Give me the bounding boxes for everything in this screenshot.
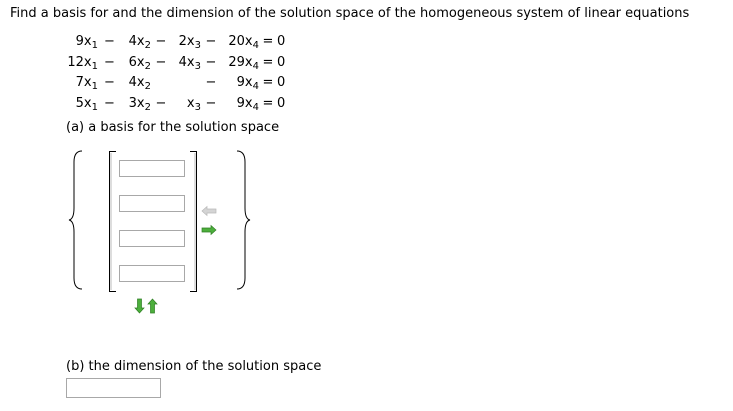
term-coefficient: 12x bbox=[67, 54, 92, 70]
operator-2 bbox=[151, 94, 171, 115]
term-coefficient: 3x bbox=[128, 95, 145, 111]
add-column-button[interactable] bbox=[201, 224, 217, 236]
part-a-label: (a) a basis for the solution space bbox=[66, 120, 280, 135]
rhs-value-text: 0 bbox=[277, 95, 286, 111]
term-coefficient: 9x bbox=[75, 34, 92, 50]
term-coefficient: 2x bbox=[178, 34, 195, 50]
x3-term bbox=[171, 94, 201, 115]
operator-2-text: − bbox=[155, 54, 167, 70]
operator-1 bbox=[98, 73, 121, 94]
term-subscript: 3 bbox=[194, 60, 201, 72]
equation-row bbox=[60, 53, 289, 74]
green-right-arrow-icon bbox=[201, 224, 217, 236]
rhs-value bbox=[277, 53, 289, 74]
term-coefficient: 7x bbox=[75, 75, 92, 91]
operator-3-text: − bbox=[205, 54, 217, 70]
x2-term bbox=[121, 94, 151, 115]
term-coefficient: 4x bbox=[128, 75, 145, 91]
x1-term bbox=[60, 32, 98, 53]
term-coefficient: 20x bbox=[228, 34, 253, 50]
x3-term bbox=[171, 53, 201, 74]
rhs-value-text: 0 bbox=[277, 34, 286, 50]
x2-term bbox=[121, 32, 151, 53]
x3-term bbox=[171, 32, 201, 53]
term-subscript: 4 bbox=[252, 40, 259, 52]
x1-term bbox=[60, 53, 98, 74]
operator-1-text: − bbox=[104, 75, 115, 91]
basis-vector-entry-4[interactable] bbox=[119, 265, 185, 282]
term-subscript: 1 bbox=[91, 60, 98, 72]
term-subscript: 1 bbox=[91, 40, 98, 52]
operator-1 bbox=[98, 53, 121, 74]
term-subscript: 2 bbox=[144, 40, 151, 52]
add-row-button[interactable] bbox=[147, 298, 158, 314]
equals-sign-text: = bbox=[262, 54, 274, 70]
part-b-label: (b) the dimension of the solution space bbox=[66, 359, 322, 374]
equals-sign bbox=[259, 73, 277, 94]
basis-vector-entry-1[interactable] bbox=[119, 160, 185, 177]
term-subscript: 3 bbox=[194, 40, 201, 52]
set-left-brace bbox=[68, 150, 84, 290]
equals-sign-text: = bbox=[262, 34, 274, 50]
term-coefficient: 4x bbox=[128, 34, 145, 50]
term-coefficient: 29x bbox=[228, 54, 253, 70]
green-down-arrow-icon bbox=[134, 298, 145, 314]
operator-3-text: − bbox=[205, 34, 217, 50]
linear-system bbox=[60, 32, 289, 114]
term-coefficient: 6x bbox=[128, 54, 145, 70]
operator-2-text: − bbox=[155, 34, 167, 50]
question-text: Find a basis for and the dimension of the solution space of the homogeneous system of linear equations bbox=[10, 6, 690, 21]
equals-sign bbox=[259, 32, 277, 53]
remove-column-button[interactable] bbox=[201, 205, 217, 217]
operator-3-text: − bbox=[205, 95, 217, 111]
term-coefficient: 4x bbox=[178, 54, 195, 70]
equals-sign bbox=[259, 53, 277, 74]
operator-2 bbox=[151, 73, 171, 94]
term-coefficient: x bbox=[186, 95, 195, 111]
x4-term bbox=[221, 32, 259, 53]
equation-row bbox=[60, 32, 289, 53]
operator-1 bbox=[98, 94, 121, 115]
operator-3 bbox=[201, 73, 221, 94]
basis-vector-entry-3[interactable] bbox=[119, 230, 185, 247]
x2-term bbox=[121, 73, 151, 94]
operator-1-text: − bbox=[104, 95, 115, 111]
equation-row bbox=[60, 94, 289, 115]
term-subscript: 1 bbox=[91, 81, 98, 93]
x4-term bbox=[221, 53, 259, 74]
term-coefficient: 9x bbox=[236, 75, 253, 91]
term-subscript: 3 bbox=[194, 101, 201, 113]
operator-2-text: − bbox=[155, 95, 167, 111]
operator-2 bbox=[151, 53, 171, 74]
green-up-arrow-icon bbox=[147, 298, 158, 314]
rhs-value bbox=[277, 94, 289, 115]
x4-term bbox=[221, 94, 259, 115]
x3-term bbox=[171, 73, 201, 94]
rhs-value-text: 0 bbox=[277, 54, 286, 70]
x1-term bbox=[60, 73, 98, 94]
operator-1-text: − bbox=[104, 54, 115, 70]
rhs-value-text: 0 bbox=[277, 75, 286, 91]
term-subscript: 4 bbox=[252, 60, 259, 72]
x1-term bbox=[60, 94, 98, 115]
equals-sign-text: = bbox=[262, 75, 274, 91]
operator-1 bbox=[98, 32, 121, 53]
term-coefficient: 5x bbox=[75, 95, 92, 111]
rhs-value bbox=[277, 73, 289, 94]
equals-sign bbox=[259, 94, 277, 115]
term-subscript: 2 bbox=[144, 81, 151, 93]
operator-3 bbox=[201, 32, 221, 53]
rhs-value bbox=[277, 32, 289, 53]
operator-2 bbox=[151, 32, 171, 53]
operator-3 bbox=[201, 53, 221, 74]
remove-row-button[interactable] bbox=[134, 298, 145, 314]
equation-row bbox=[60, 73, 289, 94]
term-subscript: 1 bbox=[91, 101, 98, 113]
basis-vector-entry-2[interactable] bbox=[119, 195, 185, 212]
equals-sign-text: = bbox=[262, 95, 274, 111]
term-subscript: 4 bbox=[252, 101, 259, 113]
x2-term bbox=[121, 53, 151, 74]
operator-3 bbox=[201, 94, 221, 115]
gray-left-arrow-icon bbox=[201, 205, 217, 217]
dimension-input[interactable] bbox=[66, 378, 161, 398]
term-subscript: 2 bbox=[144, 101, 151, 113]
x4-term bbox=[221, 73, 259, 94]
term-subscript: 4 bbox=[252, 81, 259, 93]
term-subscript: 2 bbox=[144, 60, 151, 72]
operator-1-text: − bbox=[104, 34, 115, 50]
set-right-brace bbox=[235, 150, 251, 290]
term-coefficient: 9x bbox=[236, 95, 253, 111]
operator-3-text: − bbox=[205, 75, 217, 91]
